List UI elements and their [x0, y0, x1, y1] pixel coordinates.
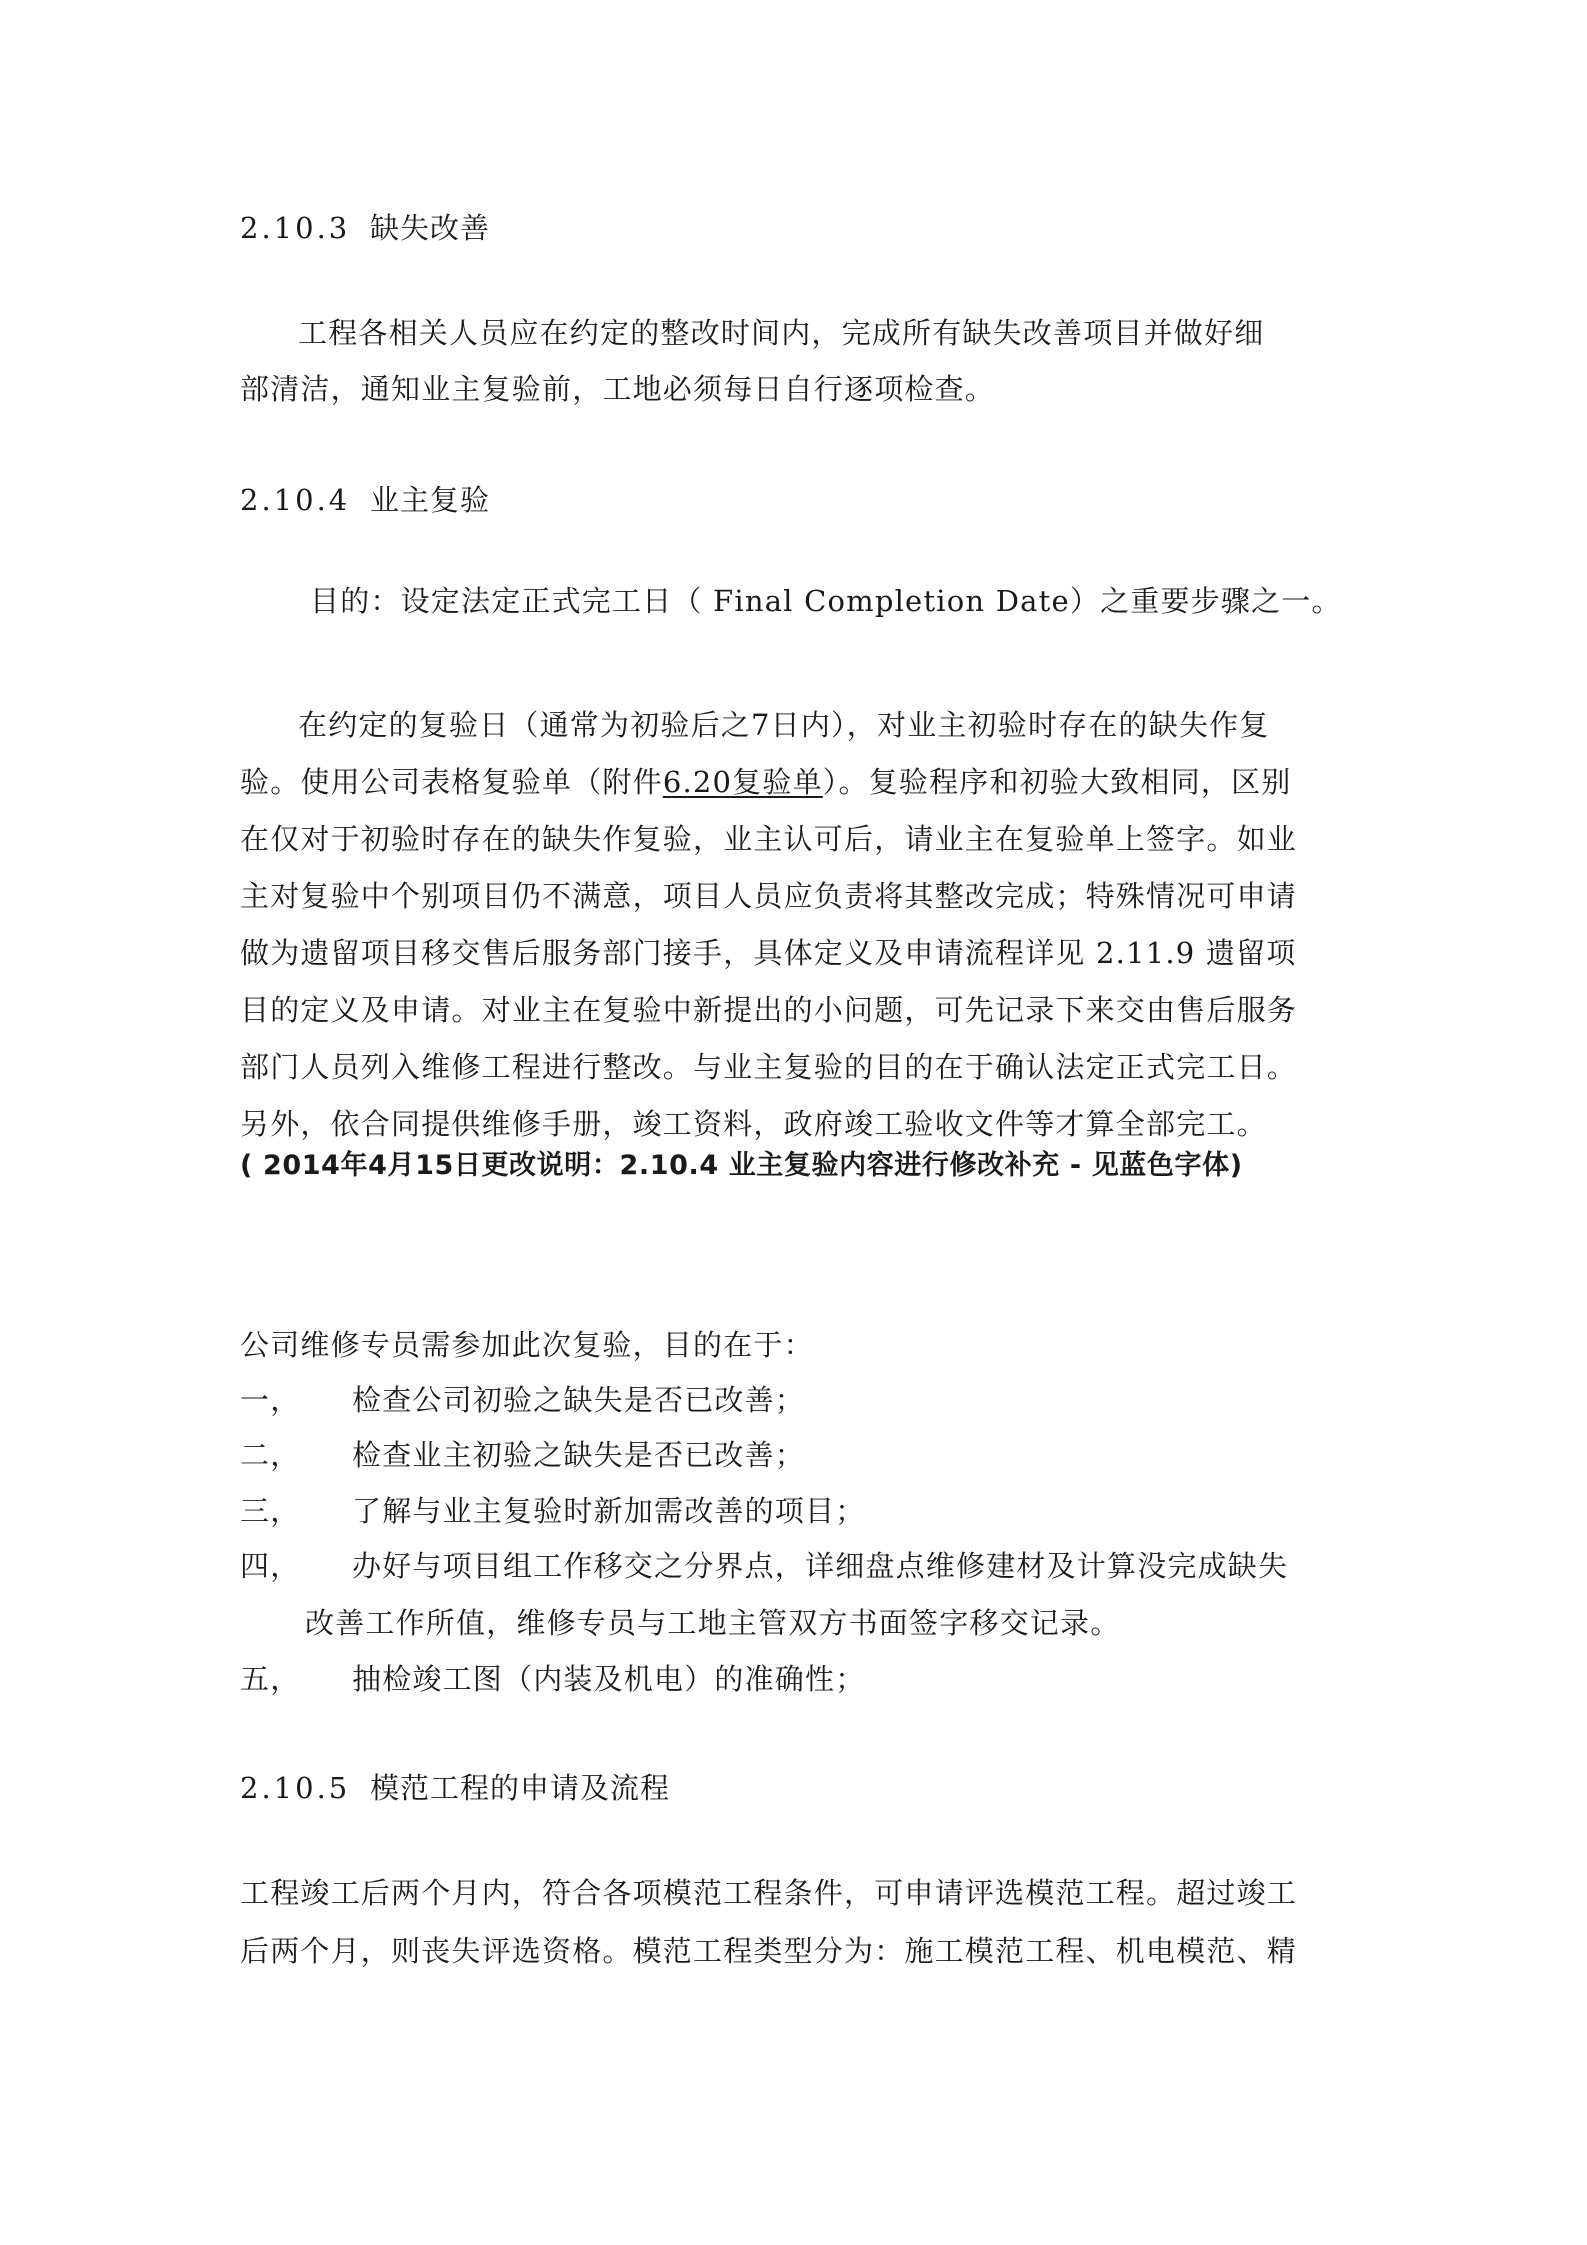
- list-item-continuation: 改善工作所值，维修专员与工地主管双方书面签字移交记录。: [305, 1606, 1121, 1640]
- section-title: 缺失改善: [370, 211, 491, 245]
- list-marker: 二，: [240, 1438, 301, 1472]
- section-heading-2-10-3: [240, 208, 490, 248]
- list-item-text: 抽检竣工图（内装及机电）的准确性；: [352, 1662, 866, 1696]
- section-heading-2-10-4: [240, 480, 490, 520]
- list-item: [240, 1546, 1288, 1586]
- section-number: 2.10.3: [240, 211, 351, 245]
- list-item-text: 了解与业主复验时新加需改善的项目；: [352, 1494, 866, 1528]
- paragraph-line: [240, 762, 1292, 802]
- section-number: 2.10.5: [240, 1771, 351, 1805]
- attachment-reference-link[interactable]: 6.20复验单: [662, 765, 823, 799]
- paragraph-line: 部门人员列入维修工程进行整改。与业主复验的目的在于确认法定正式完工日。: [240, 1050, 1298, 1084]
- paragraph-line: 在仅对于初验时存在的缺失作复验，业主认可后，请业主在复验单上签字。如业: [240, 822, 1298, 856]
- list-item: [240, 1380, 805, 1420]
- list-item: [240, 1435, 805, 1475]
- list-item-text: 检查公司初验之缺失是否已改善；: [352, 1383, 806, 1417]
- paragraph-line: 工程竣工后两个月内，符合各项模范工程条件，可申请评选模范工程。超过竣工: [240, 1876, 1298, 1910]
- change-note: ( 2014年4月15日更改说明：2.10.4 业主复验内容进行修改补充 - 见蓝色字体): [240, 1150, 1243, 1181]
- paragraph-line: 工程各相关人员应在约定的整改时间内，完成所有缺失改善项目并做好细: [298, 316, 1265, 350]
- paragraph-line: 做为遗留项目移交售后服务部门接手，具体定义及申请流程详见 2.11.9 遗留项: [240, 936, 1297, 970]
- list-item-text: 检查业主初验之缺失是否已改善；: [352, 1438, 806, 1472]
- paragraph-line: 主对复验中个别项目仍不满意，项目人员应负责将其整改完成；特殊情况可申请: [240, 879, 1298, 913]
- paragraph-line: 部清洁，通知业主复验前，工地必须每日自行逐项检查。: [240, 372, 996, 406]
- section-number: 2.10.4: [240, 483, 351, 517]
- section-title: 模范工程的申请及流程: [370, 1771, 671, 1805]
- paragraph-line: 目的定义及申请。对业主在复验中新提出的小问题，可先记录下来交由售后服务: [240, 993, 1298, 1027]
- list-marker: 一，: [240, 1383, 301, 1417]
- text-span: ）。复验程序和初验大致相同，区别: [822, 765, 1292, 799]
- maintenance-intro: 公司维修专员需参加此次复验，目的在于：: [240, 1328, 814, 1362]
- paragraph-line: 后两个月，则丧失评选资格。模范工程类型分为：施工模范工程、机电模范、精: [240, 1934, 1298, 1968]
- section-title: 业主复验: [370, 483, 491, 517]
- section-heading-2-10-5: [240, 1768, 670, 1808]
- list-marker: 三，: [240, 1494, 301, 1528]
- purpose-line: 目的：设定法定正式完工日（ Final Completion Date）之重要步骤之一。: [310, 584, 1342, 618]
- text-span: 验。使用公司表格复验单（附件: [240, 765, 663, 799]
- list-marker: 五，: [240, 1662, 301, 1696]
- list-item: [240, 1491, 865, 1531]
- list-item: [240, 1659, 865, 1699]
- list-marker: 四，: [240, 1549, 301, 1583]
- paragraph-line: 在约定的复验日（通常为初验后之7日内），对业主初验时存在的缺失作复: [298, 708, 1270, 742]
- paragraph-line: 另外，依合同提供维修手册，竣工资料，政府竣工验收文件等才算全部完工。: [240, 1107, 1267, 1141]
- list-item-text: 办好与项目组工作移交之分界点，详细盘点维修建材及计算没完成缺失: [352, 1549, 1289, 1583]
